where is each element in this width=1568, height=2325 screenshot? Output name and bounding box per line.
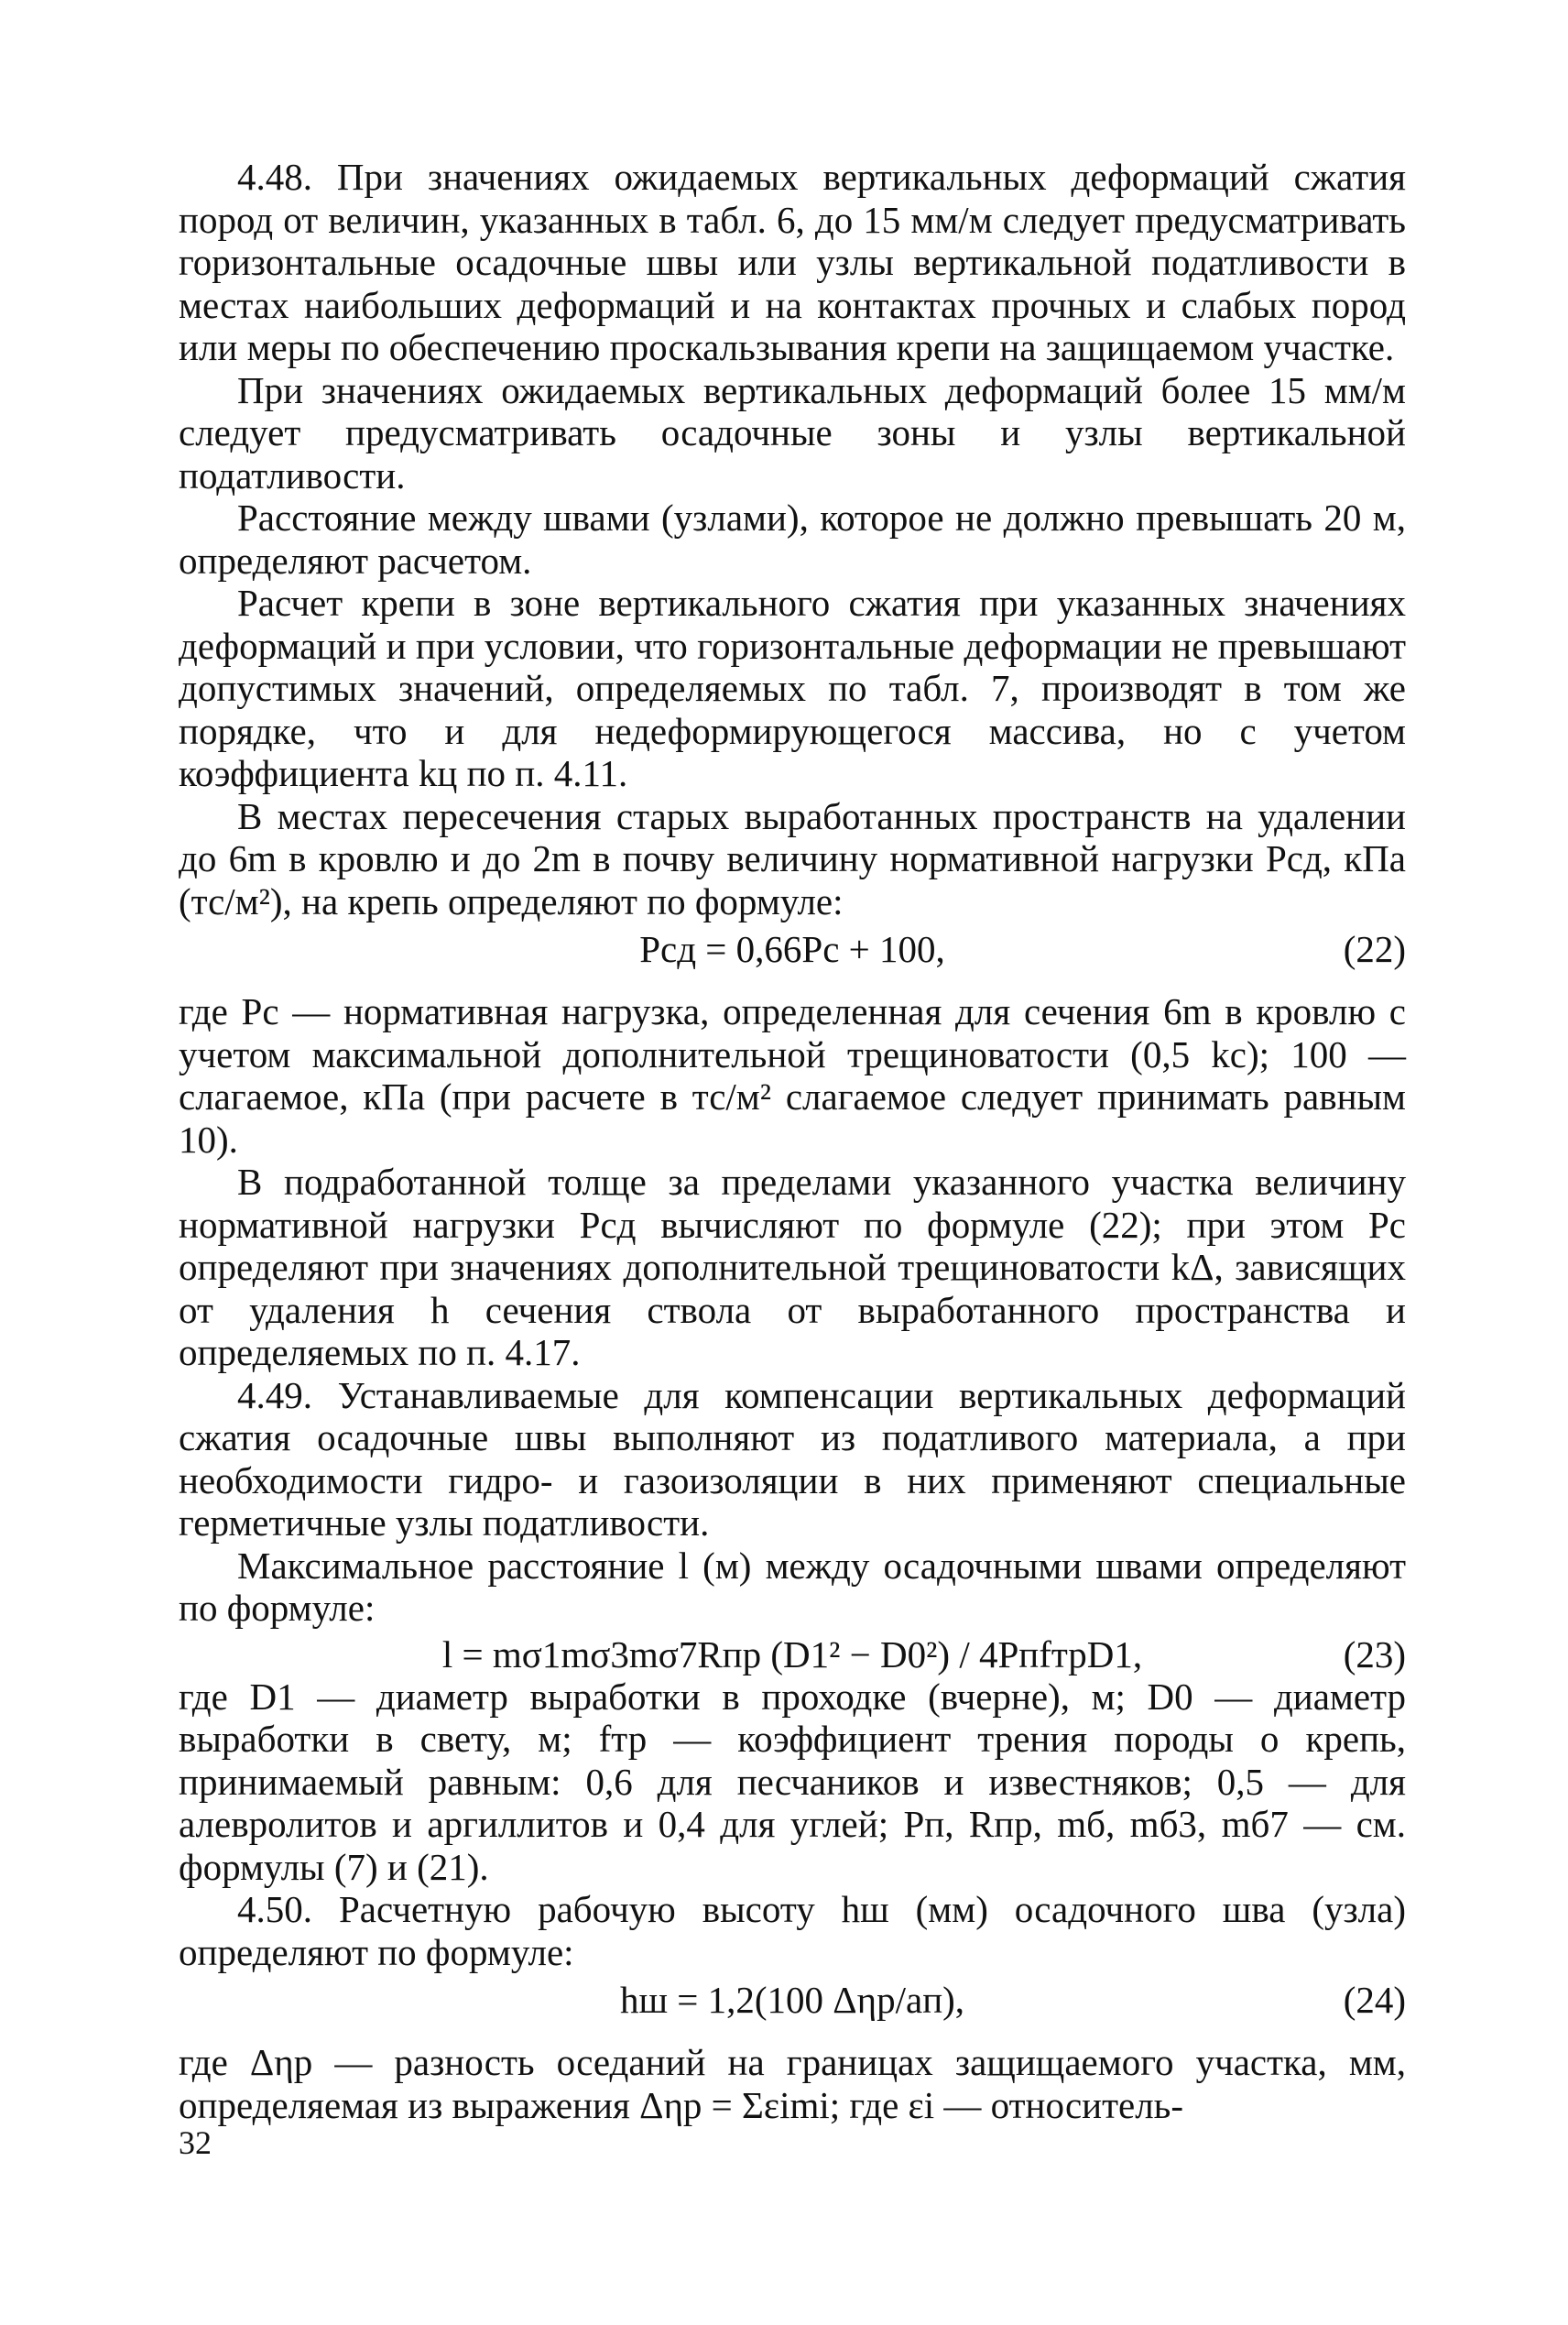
formula-24-expression: hш = 1,2(100 Δηр/aп), <box>619 1979 965 2021</box>
page-number: 32 <box>179 2124 212 2161</box>
paragraph-4-50: 4.50. Расчетную рабочую высоту hш (мм) осадочного шва (узла) определяют по формуле: <box>179 1888 1406 1973</box>
formula-24-number: (24) <box>1343 1979 1406 2021</box>
paragraph-undermined-strata: В подработанной толще за пределами указанного участка величину нормативной нагрузки Pсд вычисляют по формуле (22); при этом Pс определяют при значениях дополнительной трещиноватости kΔ, зависящих от удаления h сечения ствола от выработанного пространства и определяемых по п. 4.17. <box>179 1161 1406 1373</box>
formula-23-expression: l = mσ1mσ3mσ7Rпр (D1² − D0²) / 4PпfтрD1, <box>441 1632 1143 1676</box>
formula-22-number: (22) <box>1343 928 1406 970</box>
paragraph-max-distance: Максимальное расстояние l (м) между осадочными швами определяют по формуле: <box>179 1544 1406 1629</box>
formula-22-expression: Pсд = 0,66Pс + 100, <box>639 928 945 970</box>
paragraph-4-48: 4.48. При значениях ожидаемых вертикальных деформаций сжатия пород от величин, указанных в табл. 6, до 15 мм/м следует предусматривать горизонтальные осадочные швы или узлы вертикальной податливости в местах наибольших деформаций и на контактах прочных и слабых пород или меры по обеспечению проскальзывания крепи на защищаемом участке. <box>179 156 1406 368</box>
paragraph-where-pc: где Pс — нормативная нагрузка, определенная для сечения 6m в кровлю с учетом максимальной дополнительной трещиноватости (0,5 kс); 100 — слагаемое, кПа (при расчете в тс/м² слагаемое следует принимать равным 10). <box>179 990 1406 1161</box>
formula-23-number: (23) <box>1343 1632 1406 1676</box>
paragraph-deformations-over-15: При значениях ожидаемых вертикальных деформаций более 15 мм/м следует предусматривать осадочные зоны и узлы вертикальной податливости. <box>179 368 1406 497</box>
paragraph-where-delta-eta: где Δηр — разность оседаний на границах защищаемого участка, мм, определяемая из выражения Δηр = Σεimi; где εi — относитель- <box>179 2041 1406 2126</box>
paragraph-seam-distance: Расстояние между швами (узлами), которое не должно превышать 20 м, определяют расчетом. <box>179 497 1406 582</box>
formula-24 <box>179 1979 1406 2021</box>
formula-22 <box>179 928 1406 970</box>
formula-23 <box>179 1633 1406 1676</box>
document-page <box>179 156 1406 2126</box>
paragraph-where-d1: где D1 — диаметр выработки в проходке (вчерне), м; D0 — диаметр выработки в свету, м; fтр — коэффициент трения породы о крепь, принимаемый равным: 0,6 для песчаников и известняков; 0,5 — для алевролитов и аргиллитов и 0,4 для углей; Pп, Rпр, mб, mб3, mб7 — см. формулы (7) и (21). <box>179 1675 1406 1888</box>
paragraph-support-calculation: Расчет крепи в зоне вертикального сжатия при указанных значениях деформаций и при условии, что горизонтальные деформации не превышают допустимых значений, определяемых по табл. 7, производят в том же порядке, что и для недеформирующегося массива, но с учетом коэффициента kц по п. 4.11. <box>179 582 1406 794</box>
paragraph-4-49: 4.49. Устанавливаемые для компенсации вертикальных деформаций сжатия осадочные швы выполняют из податливого материала, а при необходимости гидро- и газоизоляции в них применяют специальные герметичные узлы податливости. <box>179 1373 1406 1544</box>
paragraph-old-workings: В местах пересечения старых выработанных пространств на удалении до 6m в кровлю и до 2m в почву величину нормативной нагрузки Pсд, кПа (тс/м²), на крепь определяют по формуле: <box>179 794 1406 922</box>
